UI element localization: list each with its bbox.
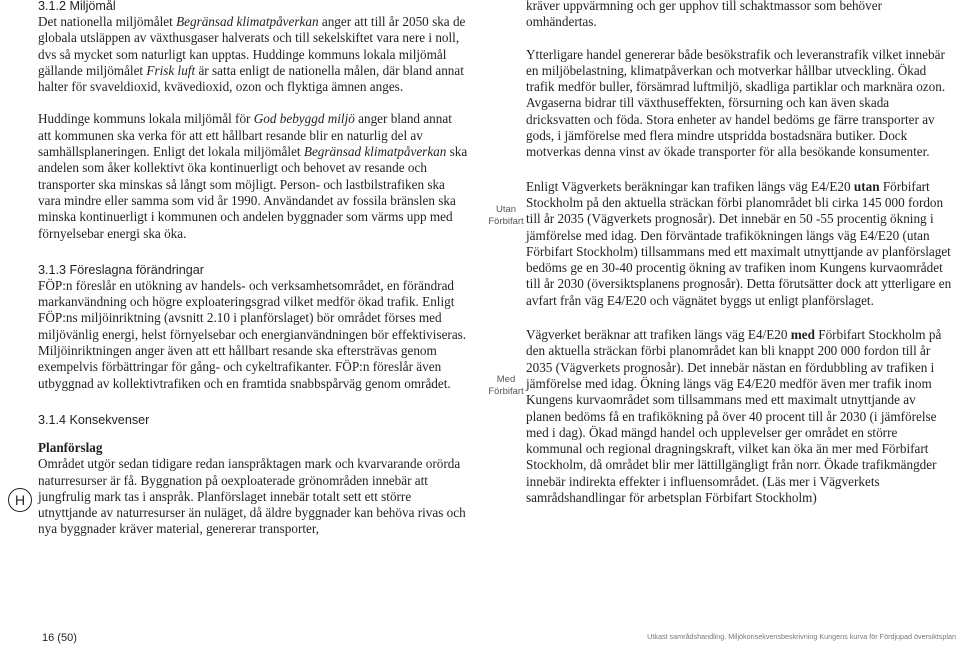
page-number: 16 (50) — [42, 632, 77, 644]
right-paragraph-1: kräver uppvärmning och ger upphov till schaktmassor som behöver omhändertas. — [526, 0, 882, 30]
left-column — [38, 0, 468, 538]
section-heading: 3.1.2 Miljömål — [38, 0, 116, 13]
right-paragraph-utan: Enligt Vägverkets beräkningar kan trafiken längs väg E4/E20 utan Förbifart Stockholm på den aktuella sträckan förbi planområdet bli cirka 145 000 fordon till år 2035 (Vägverkets prognosår). Det innebär en 50 -55 procentig ökning i jämförelse med idag. Den förväntade trafikökningen längs väg E4/E20 (utan Förbifart Stockholm) tillsammans med ett maximalt utnyttjande av planförslaget bedöms ge en 30-40 procentig ökning av trafiken inom Kungens kurvaområdet till år 2030 (översiktsplanens prognosår). Detta förutsätter dock att ytterligare en avfart från väg E4/E20 och vägnätet byggs ut enligt planförslaget. — [526, 178, 952, 308]
left-paragraph-4: Området utgör sedan tidigare redan ianspråktagen mark och kvarvarande orörda naturresurser är få. Byggnation på oexploaterade grönområden innebär att jungfrulig mark tas i anspråk. Planförslaget innebär totalt sett ett större utnyttjande av naturresurser än nuläget, då äldre byggnader kan behöva rivas och nya byggnader kräver material, genererar transporter, — [38, 456, 466, 537]
right-column — [526, 0, 954, 506]
sidenote-utan-forbifart: Utan Förbifart — [488, 204, 524, 227]
right-paragraph-2: Ytterligare handel genererar både besökstrafik och leveranstrafik vilket innebär en miljöbelastning, klimatpåverkan och motverkar hållbar utveckling. Ökad trafik medför buller, försämrad luftmiljö, skadliga partiklar och marknära ozon. Avgaserna bidrar till växthuseffekten, försurning och kan även skada dricksvatten och föda. Stora enheter av handel bedöms ge färre transporter av gods, i jämförelse med flera mindre utspridda bostadsnära butiker. Dock motverkas denna vinst av ökade transporter för alla besökande konsumenter. — [526, 46, 946, 160]
h-badge-icon: H — [8, 488, 32, 512]
footer-caption: Utkast samrådshandling. Miljökonsekvensbeskrivning Kungens kurva för Fördjupad översiktsplan — [647, 632, 956, 641]
subheading-proposed-changes: 3.1.3 Föreslagna förändringar — [38, 262, 204, 277]
planforslag-title: Planförslag — [38, 439, 103, 455]
left-paragraph-1: Det nationella miljömålet Begränsad klimatpåverkan anger att till år 2050 ska de globala utsläppen av växthusgaser halverats och till sekelskiftet vara nere i noll, dvs så mycket som naturligt kan upptas. Huddinge kommuns lokala miljömål gällande miljömålet Frisk luft är satta enligt de nationella målen, där bland annat halter för svaveldioxid, kvävedioxid, ozon och flyktiga ämnen anges. — [38, 14, 466, 95]
right-paragraph-med: Vägverket beräknar att trafiken längs väg E4/E20 med Förbifart Stockholm på den aktuella sträckan förbi planområdet kan bli knappt 200 000 fordon till år 2035 (Vägverkets prognosår). Det innebär nästan en fördubbling av trafiken i jämförelse med idag. Ökning längs väg E4/E20 medför även mer trafik inom Kungens kurvaområdet som tillsammans med ett maximalt utnyttjande av planen bedöms få en trafikökning på över 40 procent till år 2030 (i jämförelse med i dag). Ökad mängd handel och upplevelser ger området en större kommunal och regional dragningskraft, vilket kan öka än mer med Förbifart Stockholm, då området blir mer lättillgängligt från norr. Ökade trafikmängder innebär indirekta effekter i influensområdet. (Läs mer i Vägverkets samrådshandlingar för arbetsplan Förbifart Stockholm) — [526, 327, 942, 506]
sidenote-med-forbifart: Med Förbifart — [488, 374, 524, 397]
left-paragraph-2: Huddinge kommuns lokala miljömål för God bebyggd miljö anger bland annat att kommunen ska verka för att ett hållbart resande blir en naturlig del av samhällsplaneringen. Enligt det lokala miljömålet Begränsad klimatpåverkan ska andelen som åker kollektivt öka kontinuerligt och behovet av resande och transporter ska minskas så långt som möjligt. Person- och lastbilstrafiken ska vara mindre eller samma som vid år 1990. Användandet av fossila bränslen ska minska kontinuerligt i kommunen och andelen byggnader som värms upp med förnyelsebar energi ska öka. — [38, 111, 468, 241]
left-paragraph-3: FÖP:n föreslår en utökning av handels- och verksamhetsområdet, en förändrad markanvändning och högre exploateringsgrad vilket medför ökad trafik. Enligt FÖP:ns miljöinriktning (avsnitt 2.10 i planförslaget) bör området förses med miljövänlig energi, helst förnyelsebar och energianvändningen bör effektiviseras. Miljöinriktningen anger även att ett hållbart resande ska eftersträvas genom exempelvis förbättringar för gång- och cykeltrafikanter. FÖP:n föreslår även utbyggnad av kollektivtrafiken och en framtida snabbspårväg genom området. — [38, 277, 467, 391]
subheading-consequences: 3.1.4 Konsekvenser — [38, 412, 150, 427]
